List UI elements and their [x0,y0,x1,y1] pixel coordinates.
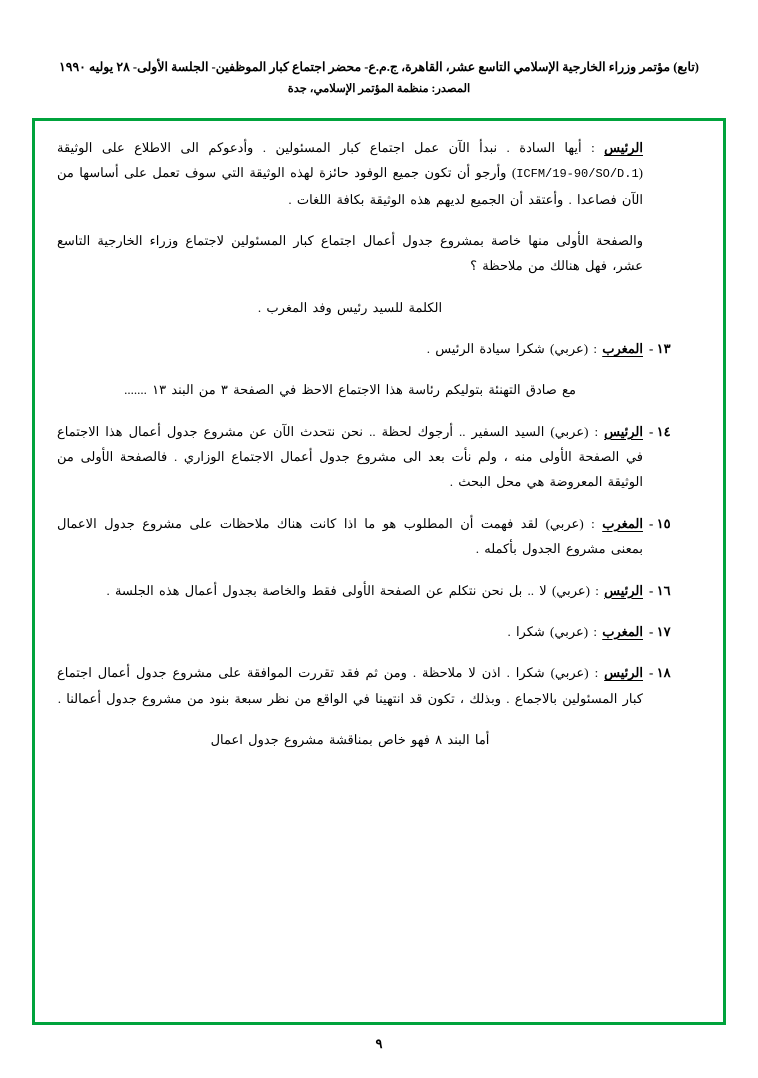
header-source-line: المصدر: منظمة المؤتمر الإسلامي، جدة [287,82,471,95]
entry-text [57,511,643,562]
entry-separator: : [588,665,605,681]
transcript-entry [57,619,695,644]
entry-speaker: الرئيس [604,665,643,681]
entry-text [57,660,643,711]
page-number: ٩ [375,1036,383,1051]
transcript-body [35,121,723,752]
entry-content: (عربي) شكرا . [507,623,589,639]
entry-separator: : [583,515,603,531]
entry-text [57,419,643,495]
entry-speaker: الرئيس [604,582,643,598]
transcript-entry [57,228,695,279]
entry-separator: : [581,140,605,155]
entry-content: (عربي) شكرا سيادة الرئيس . [426,341,589,357]
transcript-entry [57,377,695,402]
transcript-entry [57,660,695,711]
transcript-entry [57,295,695,320]
transcript-entry [57,336,695,361]
entry-text [57,135,643,212]
entry-separator: : [588,423,605,439]
transcript-entry [57,419,695,495]
entry-number: ١٣ - [649,341,671,357]
entry-text [57,727,643,752]
entry-text [57,377,643,402]
document-header [0,0,758,99]
entry-number: ١٥ - [649,515,671,531]
entry-separator: : [588,623,603,639]
entry-content: أيها السادة . نبدأ الآن عمل اجتماع كبار المسئولين . وأدعوكم الى الاطلاع على الوثيقة ( [57,140,643,181]
entry-content: الكلمة للسيد رئيس وفد المغرب . [257,299,443,315]
entry-text [57,578,643,603]
transcript-entry [57,135,695,212]
entry-content: (عربي) لقد فهمت أن المطلوب هو ما اذا كانت هناك ملاحظات على مشروع جدول الاعمال بمعنى مشروع الجدول بأكمله . [57,515,643,557]
entry-number: ١٦ - [649,582,671,598]
entry-content: (عربي) لا .. بل نحن نتكلم عن الصفحة الأولى فقط والخاصة بجدول أعمال هذه الجلسة . [106,582,590,598]
entry-speaker: الرئيس [604,423,643,439]
entry-number: ١٧ - [649,623,671,639]
header-title-line: (تابع) مؤتمر وزراء الخارجية الإسلامي التاسع عشر، القاهرة، ج.م.ع- محضر اجتماع كبار الموظفين- الجلسة الأولى- ٢٨ يوليه ١٩٩٠ [59,60,699,74]
entry-separator: : [588,341,603,357]
bordered-content-frame [32,118,726,1025]
transcript-entry [57,511,695,562]
entry-speaker: المغرب [602,515,643,531]
entry-content: (عربي) السيد السفير .. أرجوك لحظة .. نحن نتحدث الآن عن مشروع جدول أعمال هذا الاجتماع في الصفحة الأولى منه ، ولم نأت بعد الى مشروع جدول أعمال الاجتماع الوزاري . فالصفحة الأولى من الوثيقة المعروضة هي محل البحث . [57,423,643,490]
entry-text [57,295,643,320]
entry-content-continued: ) وأرجو أن تكون جميع الوفود حائزة لهذه الوثيقة التي سوف تعمل على أساسها من الآن فصاعدا . وأعتقد أن الجميع لديهم هذه الوثيقة بكافة اللغات . [57,165,643,207]
entry-content: أما البند ٨ فهو خاص بمناقشة مشروع جدول اعمال [210,731,490,747]
entry-number: ١٨ - [649,665,671,681]
transcript-entry [57,578,695,603]
entry-content: مع صادق التهنئة بتوليكم رئاسة هذا الاجتماع الاحظ في الصفحة ٣ من البند ١٣ ....... [124,382,576,398]
entry-speaker: المغرب [602,341,643,357]
document-code: ICFM/19-90/SO/D.1 [516,167,639,182]
entry-separator: : [590,582,605,598]
transcript-entry [57,727,695,752]
entry-content: والصفحة الأولى منها خاصة بمشروع جدول أعمال اجتماع كبار المسئولين لاجتماع وزراء الخارجية التاسع عشر، فهل هنالك من ملاحظة ؟ [57,233,643,274]
entry-text [57,619,643,644]
entry-speaker: المغرب [602,623,643,639]
entry-text [57,228,643,279]
entry-speaker: الرئيس [604,140,643,155]
entry-text [57,336,643,361]
entry-number: ١٤ - [649,423,671,439]
entry-content: (عربي) شكرا . اذن لا ملاحظة . ومن ثم فقد تقررت الموافقة على مشروع جدول أعمال اجتماع كبار المسئولين بالاجماع . وبذلك ، تكون قد انتهينا في الواقع من نظر سبعة بنود من مشروع جدول أعمالنا . [57,665,643,706]
